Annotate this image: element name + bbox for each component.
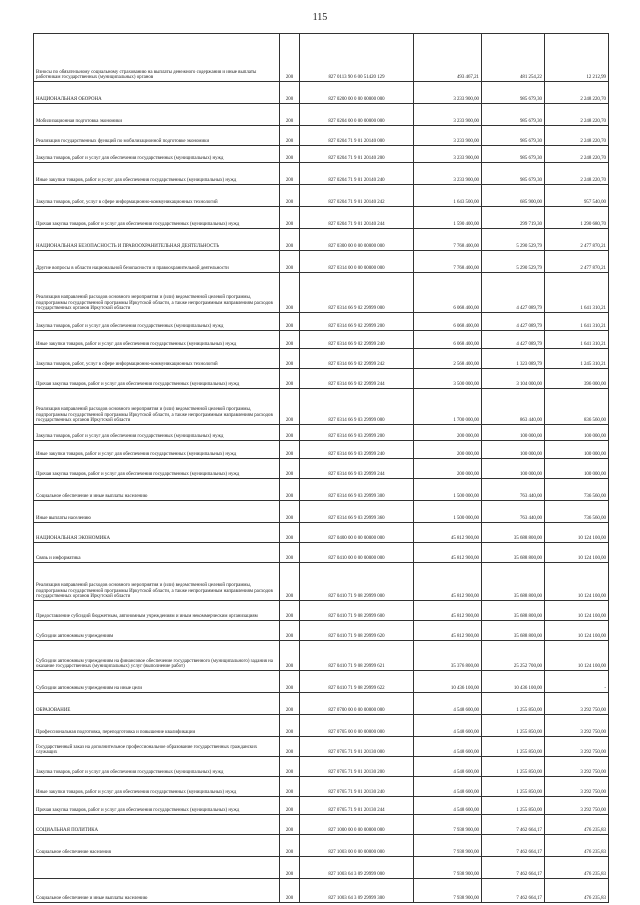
row-executed-amount-cell: 1 255 850,00 bbox=[482, 693, 545, 715]
row-executed-amount-cell: 481 254,22 bbox=[482, 34, 545, 82]
row-approved-amount-cell: 1 500 000,00 bbox=[414, 501, 482, 523]
table-row bbox=[34, 251, 609, 273]
row-classification-code-cell: 827 0204 71 9 01 20140 200 bbox=[300, 146, 414, 163]
row-code-cell: 200 bbox=[280, 425, 300, 441]
table-row bbox=[34, 331, 609, 349]
table-row bbox=[34, 543, 609, 563]
row-classification-code-cell: 827 0113 90 6 00 51420 129 bbox=[300, 34, 414, 82]
row-classification-code-cell: 827 0204 00 0 00 00000 000 bbox=[300, 104, 414, 126]
row-approved-amount-cell: 4 548 600,00 bbox=[414, 777, 482, 797]
row-executed-amount-cell: 1 255 850,00 bbox=[482, 757, 545, 777]
row-code-cell: 200 bbox=[280, 815, 300, 835]
row-classification-code-cell: 827 0410 71 9 08 29999 600 bbox=[300, 601, 414, 621]
row-classification-code-cell: 827 0314 66 9 02 29999 200 bbox=[300, 313, 414, 331]
row-approved-amount-cell: 45 812 900,00 bbox=[414, 621, 482, 641]
row-name-cell: Реализация направлений расходов основного мероприятия и (или) ведомственной целевой программы, подпрограммы государственной программы Иркутской области, а также непрограммным направлениям расходов государственных органов Иркутской области bbox=[34, 563, 280, 601]
table-row bbox=[34, 523, 609, 543]
row-remaining-amount-cell: 10 124 100,00 bbox=[545, 641, 609, 671]
row-executed-amount-cell: 1 255 850,00 bbox=[482, 715, 545, 737]
row-name-cell: Прочая закупка товаров, работ и услуг для обеспечения государственных (муниципальных) нужд bbox=[34, 459, 280, 479]
row-name-cell: Профессиональная подготовка, переподготовка и повышение квалификации bbox=[34, 715, 280, 737]
row-approved-amount-cell: 3 500 000,00 bbox=[414, 369, 482, 389]
row-executed-amount-cell: 985 679,30 bbox=[482, 104, 545, 126]
row-executed-amount-cell: 100 000,00 bbox=[482, 425, 545, 441]
row-remaining-amount-cell: 3 292 750,00 bbox=[545, 777, 609, 797]
row-name-cell: Субсидии автономным учреждениям на финансовое обеспечение государственного (муниципального) задания на оказание государственных (муниципальных) услуг (выполнение работ) bbox=[34, 641, 280, 671]
row-code-cell: 200 bbox=[280, 879, 300, 903]
row-approved-amount-cell: 45 812 900,00 bbox=[414, 563, 482, 601]
row-executed-amount-cell: 1 255 850,00 bbox=[482, 777, 545, 797]
row-remaining-amount-cell: 2 477 870,21 bbox=[545, 251, 609, 273]
table-row bbox=[34, 693, 609, 715]
row-classification-code-cell: 827 1003 64 3 09 29999 300 bbox=[300, 879, 414, 903]
row-name-cell: Социальное обеспечение и иные выплаты населению bbox=[34, 479, 280, 501]
table-row bbox=[34, 835, 609, 857]
row-code-cell: 200 bbox=[280, 797, 300, 815]
row-classification-code-cell: 827 0410 71 9 08 29999 000 bbox=[300, 563, 414, 601]
row-remaining-amount-cell: 957 540,00 bbox=[545, 185, 609, 207]
row-remaining-amount-cell: 3 292 750,00 bbox=[545, 693, 609, 715]
row-remaining-amount-cell: 10 124 100,00 bbox=[545, 543, 609, 563]
row-name-cell: Иные закупки товаров, работ и услуг для обеспечения государственных (муниципальных) нужд bbox=[34, 777, 280, 797]
row-executed-amount-cell: 1 323 089,79 bbox=[482, 349, 545, 369]
table-row bbox=[34, 185, 609, 207]
row-approved-amount-cell: 6 068 400,00 bbox=[414, 273, 482, 313]
table-row bbox=[34, 229, 609, 251]
row-executed-amount-cell: 7 462 664,17 bbox=[482, 815, 545, 835]
row-approved-amount-cell: 3 233 900,00 bbox=[414, 82, 482, 104]
row-classification-code-cell: 827 0410 71 9 08 29999 620 bbox=[300, 621, 414, 641]
row-executed-amount-cell: 35 688 800,00 bbox=[482, 621, 545, 641]
row-code-cell: 200 bbox=[280, 34, 300, 82]
row-executed-amount-cell: 4 427 089,79 bbox=[482, 313, 545, 331]
row-code-cell: 200 bbox=[280, 313, 300, 331]
row-code-cell: 200 bbox=[280, 715, 300, 737]
budget-execution-table bbox=[33, 33, 609, 903]
row-classification-code-cell: 827 0300 00 0 00 00000 000 bbox=[300, 229, 414, 251]
table-body bbox=[34, 34, 609, 903]
row-code-cell: 200 bbox=[280, 641, 300, 671]
row-remaining-amount-cell: 1 245 310,21 bbox=[545, 349, 609, 369]
row-name-cell: Иные закупки товаров, работ и услуг для обеспечения государственных (муниципальных) нужд bbox=[34, 331, 280, 349]
table-row bbox=[34, 737, 609, 757]
row-classification-code-cell: 827 0700 00 0 00 00000 000 bbox=[300, 693, 414, 715]
row-code-cell: 200 bbox=[280, 835, 300, 857]
row-executed-amount-cell: 100 000,00 bbox=[482, 441, 545, 459]
row-code-cell: 200 bbox=[280, 126, 300, 146]
row-executed-amount-cell: 985 679,30 bbox=[482, 146, 545, 163]
row-remaining-amount-cell: 1 290 680,70 bbox=[545, 207, 609, 229]
table-row bbox=[34, 815, 609, 835]
row-executed-amount-cell: 3 104 000,00 bbox=[482, 369, 545, 389]
row-name-cell: НАЦИОНАЛЬНАЯ БЕЗОПАСНОСТЬ И ПРАВООХРАНИТЕЛЬНАЯ ДЕЯТЕЛЬНОСТЬ bbox=[34, 229, 280, 251]
row-remaining-amount-cell: 736 560,00 bbox=[545, 479, 609, 501]
row-remaining-amount-cell: 836 560,00 bbox=[545, 389, 609, 425]
row-executed-amount-cell: 35 688 800,00 bbox=[482, 523, 545, 543]
row-classification-code-cell: 827 0314 66 9 03 29999 300 bbox=[300, 479, 414, 501]
row-executed-amount-cell: 7 462 664,17 bbox=[482, 857, 545, 879]
row-approved-amount-cell: 4 548 600,00 bbox=[414, 715, 482, 737]
row-classification-code-cell: 827 0705 71 9 01 20130 240 bbox=[300, 777, 414, 797]
row-approved-amount-cell: 4 548 600,00 bbox=[414, 797, 482, 815]
row-approved-amount-cell: 200 000,00 bbox=[414, 441, 482, 459]
row-remaining-amount-cell: 10 124 100,00 bbox=[545, 523, 609, 543]
row-remaining-amount-cell: 10 124 100,00 bbox=[545, 563, 609, 601]
row-code-cell: 200 bbox=[280, 757, 300, 777]
row-executed-amount-cell: 25 252 700,00 bbox=[482, 641, 545, 671]
row-executed-amount-cell: 1 255 850,00 bbox=[482, 737, 545, 757]
row-name-cell: НАЦИОНАЛЬНАЯ ЭКОНОМИКА bbox=[34, 523, 280, 543]
row-classification-code-cell: 827 0314 66 9 03 29999 200 bbox=[300, 425, 414, 441]
row-remaining-amount-cell: 736 560,00 bbox=[545, 501, 609, 523]
row-executed-amount-cell: 299 719,30 bbox=[482, 207, 545, 229]
row-classification-code-cell: 827 0204 71 9 01 20140 000 bbox=[300, 126, 414, 146]
row-remaining-amount-cell: 2 248 220,70 bbox=[545, 82, 609, 104]
row-code-cell: 200 bbox=[280, 389, 300, 425]
row-classification-code-cell: 827 0314 66 9 03 29999 240 bbox=[300, 441, 414, 459]
row-classification-code-cell: 827 0314 66 9 02 29999 242 bbox=[300, 349, 414, 369]
row-name-cell bbox=[34, 857, 280, 879]
row-code-cell: 200 bbox=[280, 146, 300, 163]
row-name-cell: Взносы по обязательному социальному страхованию на выплаты денежного содержания и иные выплаты работникам государственных (муниципальных) органов bbox=[34, 34, 280, 82]
row-executed-amount-cell: 35 688 800,00 bbox=[482, 601, 545, 621]
row-remaining-amount-cell: 2 248 220,70 bbox=[545, 163, 609, 185]
table-row bbox=[34, 879, 609, 903]
row-name-cell: Прочая закупка товаров, работ и услуг для обеспечения государственных (муниципальных) нужд bbox=[34, 797, 280, 815]
row-name-cell: Закупка товаров, работ и услуг для обеспечения государственных (муниципальных) нужд bbox=[34, 313, 280, 331]
table-row bbox=[34, 207, 609, 229]
row-classification-code-cell: 827 0410 00 0 00 00000 000 bbox=[300, 543, 414, 563]
table-row bbox=[34, 715, 609, 737]
row-code-cell: 200 bbox=[280, 163, 300, 185]
row-classification-code-cell: 827 0705 71 9 01 20130 244 bbox=[300, 797, 414, 815]
table-row bbox=[34, 601, 609, 621]
row-executed-amount-cell: 4 427 089,79 bbox=[482, 273, 545, 313]
row-remaining-amount-cell: - bbox=[545, 671, 609, 693]
row-executed-amount-cell: 685 900,00 bbox=[482, 185, 545, 207]
row-classification-code-cell: 827 0204 71 9 01 20140 240 bbox=[300, 163, 414, 185]
row-remaining-amount-cell: 10 124 100,00 bbox=[545, 621, 609, 641]
row-approved-amount-cell: 493 467,21 bbox=[414, 34, 482, 82]
row-approved-amount-cell: 4 548 600,00 bbox=[414, 737, 482, 757]
row-code-cell: 200 bbox=[280, 857, 300, 879]
row-code-cell: 200 bbox=[280, 479, 300, 501]
row-code-cell: 200 bbox=[280, 693, 300, 715]
row-classification-code-cell: 827 1003 00 0 00 00000 000 bbox=[300, 835, 414, 857]
row-code-cell: 200 bbox=[280, 501, 300, 523]
row-code-cell: 200 bbox=[280, 777, 300, 797]
row-name-cell: Социальное обеспечение населения bbox=[34, 835, 280, 857]
table-row bbox=[34, 797, 609, 815]
row-classification-code-cell: 827 0314 66 9 03 29999 360 bbox=[300, 501, 414, 523]
row-name-cell: Социальное обеспечение и иные выплаты населению bbox=[34, 879, 280, 903]
row-remaining-amount-cell: 2 248 220,70 bbox=[545, 104, 609, 126]
row-executed-amount-cell: 7 462 664,17 bbox=[482, 879, 545, 903]
row-executed-amount-cell: 985 679,30 bbox=[482, 163, 545, 185]
table-row bbox=[34, 563, 609, 601]
table-row bbox=[34, 146, 609, 163]
row-remaining-amount-cell: 396 000,00 bbox=[545, 369, 609, 389]
row-classification-code-cell: 827 1000 00 0 00 00000 000 bbox=[300, 815, 414, 835]
table-row bbox=[34, 34, 609, 82]
row-code-cell: 200 bbox=[280, 349, 300, 369]
table-row bbox=[34, 441, 609, 459]
row-remaining-amount-cell: 10 124 100,00 bbox=[545, 601, 609, 621]
row-remaining-amount-cell: 1 641 310,21 bbox=[545, 273, 609, 313]
row-name-cell: Реализация направлений расходов основного мероприятия и (или) ведомственной целевой программы, подпрограммы государственной программы Иркутской области, а также непрограммным направлениям расходов государственных органов Иркутской области bbox=[34, 273, 280, 313]
row-executed-amount-cell: 35 688 800,00 bbox=[482, 543, 545, 563]
row-classification-code-cell: 827 0314 66 9 03 29999 000 bbox=[300, 389, 414, 425]
row-code-cell: 200 bbox=[280, 621, 300, 641]
row-remaining-amount-cell: 1 641 310,21 bbox=[545, 331, 609, 349]
row-classification-code-cell: 827 0314 66 9 02 29999 000 bbox=[300, 273, 414, 313]
table-row bbox=[34, 126, 609, 146]
row-approved-amount-cell: 6 068 400,00 bbox=[414, 313, 482, 331]
row-approved-amount-cell: 7 768 400,00 bbox=[414, 229, 482, 251]
row-classification-code-cell: 827 0705 71 9 01 20130 200 bbox=[300, 757, 414, 777]
row-approved-amount-cell: 200 000,00 bbox=[414, 459, 482, 479]
table-row bbox=[34, 479, 609, 501]
row-name-cell: Закупка товаров, работ, услуг в сфере информационно-коммуникационных технологий bbox=[34, 185, 280, 207]
row-executed-amount-cell: 7 462 664,17 bbox=[482, 835, 545, 857]
row-remaining-amount-cell: 3 292 750,00 bbox=[545, 715, 609, 737]
row-approved-amount-cell: 3 233 900,00 bbox=[414, 104, 482, 126]
row-remaining-amount-cell: 476 235,83 bbox=[545, 815, 609, 835]
row-approved-amount-cell: 2 568 400,00 bbox=[414, 349, 482, 369]
row-name-cell: Прочая закупка товаров, работ и услуг для обеспечения государственных (муниципальных) нужд bbox=[34, 207, 280, 229]
row-classification-code-cell: 827 0200 00 0 00 00000 000 bbox=[300, 82, 414, 104]
row-name-cell: Реализация направлений расходов основного мероприятия и (или) ведомственной целевой программы, подпрограммы государственной программы Иркутской области, а также непрограммным направлениям расходов государственных органов Иркутской области bbox=[34, 389, 280, 425]
table-row bbox=[34, 104, 609, 126]
table-row bbox=[34, 82, 609, 104]
row-name-cell: Мобилизационная подготовка экономики bbox=[34, 104, 280, 126]
row-name-cell: Связь и информатика bbox=[34, 543, 280, 563]
row-name-cell: Закупка товаров, работ, услуг в сфере информационно-коммуникационных технологий bbox=[34, 349, 280, 369]
row-executed-amount-cell: 10 436 100,00 bbox=[482, 671, 545, 693]
row-classification-code-cell: 827 0410 71 9 08 29999 621 bbox=[300, 641, 414, 671]
row-executed-amount-cell: 863 440,00 bbox=[482, 389, 545, 425]
row-code-cell: 200 bbox=[280, 331, 300, 349]
row-name-cell: Иные выплаты населению bbox=[34, 501, 280, 523]
row-remaining-amount-cell: 3 292 750,00 bbox=[545, 737, 609, 757]
row-executed-amount-cell: 35 688 800,00 bbox=[482, 563, 545, 601]
row-approved-amount-cell: 3 233 900,00 bbox=[414, 163, 482, 185]
row-classification-code-cell: 827 0204 71 9 01 20140 242 bbox=[300, 185, 414, 207]
row-remaining-amount-cell: 100 000,00 bbox=[545, 425, 609, 441]
table-row bbox=[34, 273, 609, 313]
row-name-cell: Закупка товаров, работ и услуг для обеспечения государственных (муниципальных) нужд bbox=[34, 757, 280, 777]
row-remaining-amount-cell: 2 248 220,70 bbox=[545, 146, 609, 163]
row-approved-amount-cell: 45 812 900,00 bbox=[414, 601, 482, 621]
row-classification-code-cell: 827 0314 00 0 00 00000 000 bbox=[300, 251, 414, 273]
row-name-cell: Предоставление субсидий бюджетным, автономным учреждениям и иным некоммерческим организациям bbox=[34, 601, 280, 621]
row-approved-amount-cell: 7 938 900,00 bbox=[414, 815, 482, 835]
row-executed-amount-cell: 985 679,30 bbox=[482, 82, 545, 104]
row-code-cell: 200 bbox=[280, 563, 300, 601]
row-executed-amount-cell: 5 290 529,79 bbox=[482, 251, 545, 273]
row-approved-amount-cell: 3 233 900,00 bbox=[414, 126, 482, 146]
row-name-cell: ОБРАЗОВАНИЕ bbox=[34, 693, 280, 715]
row-approved-amount-cell: 7 768 400,00 bbox=[414, 251, 482, 273]
table-row bbox=[34, 459, 609, 479]
row-remaining-amount-cell: 476 235,83 bbox=[545, 857, 609, 879]
row-name-cell: Иные закупки товаров, работ и услуг для обеспечения государственных (муниципальных) нужд bbox=[34, 441, 280, 459]
table-row bbox=[34, 501, 609, 523]
row-executed-amount-cell: 4 427 089,79 bbox=[482, 331, 545, 349]
table-row bbox=[34, 621, 609, 641]
row-executed-amount-cell: 100 000,00 bbox=[482, 459, 545, 479]
row-classification-code-cell: 827 0204 71 9 01 20140 244 bbox=[300, 207, 414, 229]
row-code-cell: 200 bbox=[280, 229, 300, 251]
row-code-cell: 200 bbox=[280, 441, 300, 459]
row-executed-amount-cell: 763 440,00 bbox=[482, 501, 545, 523]
row-approved-amount-cell: 200 000,00 bbox=[414, 425, 482, 441]
row-executed-amount-cell: 1 255 850,00 bbox=[482, 797, 545, 815]
row-remaining-amount-cell: 1 641 310,21 bbox=[545, 313, 609, 331]
row-code-cell: 200 bbox=[280, 207, 300, 229]
row-classification-code-cell: 827 0314 66 9 02 29999 244 bbox=[300, 369, 414, 389]
row-name-cell: Закупка товаров, работ и услуг для обеспечения государственных (муниципальных) нужд bbox=[34, 146, 280, 163]
row-name-cell: СОЦИАЛЬНАЯ ПОЛИТИКА bbox=[34, 815, 280, 835]
row-remaining-amount-cell: 476 235,83 bbox=[545, 879, 609, 903]
row-code-cell: 200 bbox=[280, 523, 300, 543]
row-approved-amount-cell: 45 812 900,00 bbox=[414, 543, 482, 563]
row-classification-code-cell: 827 0314 66 9 02 29999 240 bbox=[300, 331, 414, 349]
row-executed-amount-cell: 5 290 529,79 bbox=[482, 229, 545, 251]
row-code-cell: 200 bbox=[280, 251, 300, 273]
row-remaining-amount-cell: 12 212,99 bbox=[545, 34, 609, 82]
row-name-cell: Субсидии автономным учреждениям bbox=[34, 621, 280, 641]
row-approved-amount-cell: 35 376 800,00 bbox=[414, 641, 482, 671]
row-remaining-amount-cell: 2 477 870,21 bbox=[545, 229, 609, 251]
row-code-cell: 200 bbox=[280, 185, 300, 207]
row-remaining-amount-cell: 476 235,83 bbox=[545, 835, 609, 857]
row-code-cell: 200 bbox=[280, 601, 300, 621]
row-approved-amount-cell: 1 643 500,00 bbox=[414, 185, 482, 207]
row-classification-code-cell: 827 0410 71 9 08 29999 622 bbox=[300, 671, 414, 693]
row-approved-amount-cell: 7 938 900,00 bbox=[414, 835, 482, 857]
row-executed-amount-cell: 763 440,00 bbox=[482, 479, 545, 501]
row-approved-amount-cell: 1 700 000,00 bbox=[414, 389, 482, 425]
row-name-cell: Иные закупки товаров, работ и услуг для обеспечения государственных (муниципальных) нужд bbox=[34, 163, 280, 185]
row-classification-code-cell: 827 0705 00 0 00 00000 000 bbox=[300, 715, 414, 737]
row-name-cell: Прочая закупка товаров, работ и услуг для обеспечения государственных (муниципальных) нужд bbox=[34, 369, 280, 389]
table-row bbox=[34, 389, 609, 425]
row-name-cell: Другие вопросы в области национальной безопасности и правоохранительной деятельности bbox=[34, 251, 280, 273]
row-classification-code-cell: 827 0705 71 9 01 20130 000 bbox=[300, 737, 414, 757]
table-row bbox=[34, 641, 609, 671]
row-code-cell: 200 bbox=[280, 369, 300, 389]
row-remaining-amount-cell: 3 292 750,00 bbox=[545, 797, 609, 815]
row-classification-code-cell: 827 1003 64 3 09 29999 000 bbox=[300, 857, 414, 879]
table-row bbox=[34, 349, 609, 369]
row-code-cell: 200 bbox=[280, 104, 300, 126]
row-approved-amount-cell: 1 590 400,00 bbox=[414, 207, 482, 229]
row-code-cell: 200 bbox=[280, 459, 300, 479]
row-name-cell: Государственный заказ на дополнительное профессиональное образование государственных гражданских служащих bbox=[34, 737, 280, 757]
table-row bbox=[34, 313, 609, 331]
row-code-cell: 200 bbox=[280, 273, 300, 313]
table-row bbox=[34, 777, 609, 797]
row-approved-amount-cell: 1 500 000,00 bbox=[414, 479, 482, 501]
table-row bbox=[34, 857, 609, 879]
table-row bbox=[34, 425, 609, 441]
row-name-cell: НАЦИОНАЛЬНАЯ ОБОРОНА bbox=[34, 82, 280, 104]
table-row bbox=[34, 757, 609, 777]
row-approved-amount-cell: 45 812 900,00 bbox=[414, 523, 482, 543]
row-approved-amount-cell: 4 548 600,00 bbox=[414, 757, 482, 777]
table-row bbox=[34, 671, 609, 693]
row-approved-amount-cell: 10 436 100,00 bbox=[414, 671, 482, 693]
row-name-cell: Закупка товаров, работ и услуг для обеспечения государственных (муниципальных) нужд bbox=[34, 425, 280, 441]
row-name-cell: Субсидии автономным учреждениям на иные цели bbox=[34, 671, 280, 693]
row-classification-code-cell: 827 0314 66 9 03 29999 244 bbox=[300, 459, 414, 479]
row-code-cell: 200 bbox=[280, 671, 300, 693]
row-remaining-amount-cell: 100 000,00 bbox=[545, 441, 609, 459]
row-approved-amount-cell: 7 938 900,00 bbox=[414, 857, 482, 879]
row-remaining-amount-cell: 2 248 220,70 bbox=[545, 126, 609, 146]
row-code-cell: 200 bbox=[280, 737, 300, 757]
row-remaining-amount-cell: 100 000,00 bbox=[545, 459, 609, 479]
table-row bbox=[34, 163, 609, 185]
row-name-cell: Реализация государственных функций по мобилизационной подготовке экономики bbox=[34, 126, 280, 146]
row-classification-code-cell: 827 0400 00 0 00 00000 000 bbox=[300, 523, 414, 543]
row-approved-amount-cell: 6 068 400,00 bbox=[414, 331, 482, 349]
row-executed-amount-cell: 985 679,30 bbox=[482, 126, 545, 146]
row-code-cell: 200 bbox=[280, 543, 300, 563]
row-approved-amount-cell: 4 548 600,00 bbox=[414, 693, 482, 715]
row-approved-amount-cell: 3 233 900,00 bbox=[414, 146, 482, 163]
page-number: 115 bbox=[312, 12, 328, 23]
table-row bbox=[34, 369, 609, 389]
row-approved-amount-cell: 7 938 900,00 bbox=[414, 879, 482, 903]
row-code-cell: 200 bbox=[280, 82, 300, 104]
row-remaining-amount-cell: 3 292 750,00 bbox=[545, 757, 609, 777]
